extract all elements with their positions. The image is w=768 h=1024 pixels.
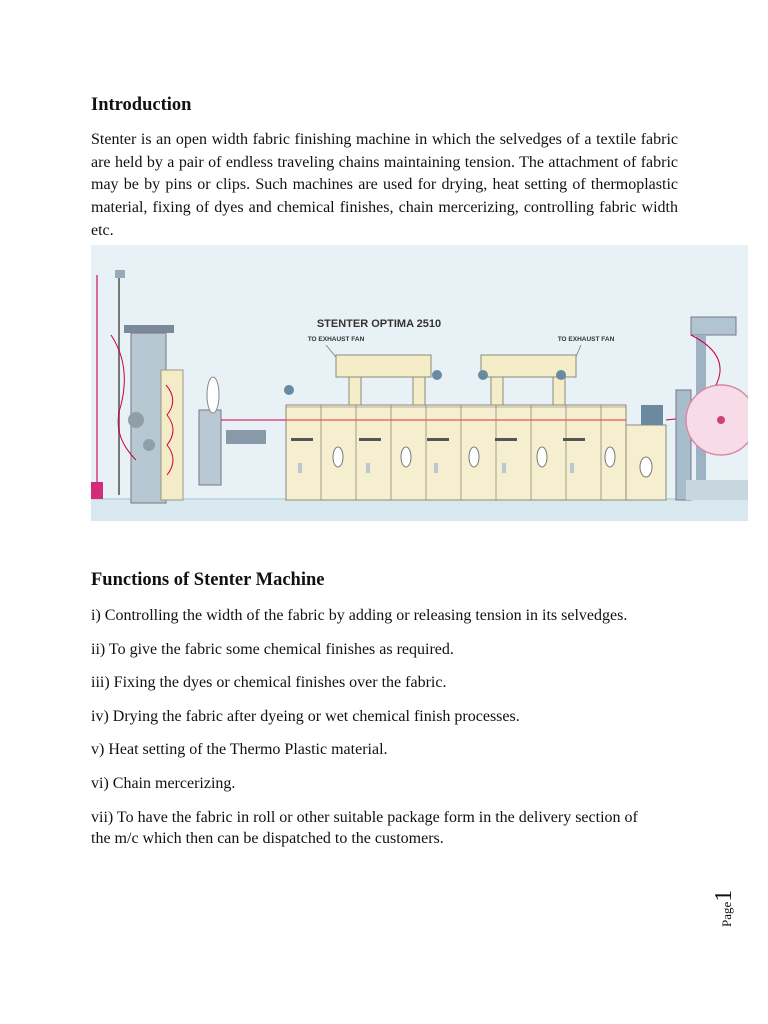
functions-heading: Functions of Stenter Machine: [91, 570, 325, 590]
machine-title: STENTER OPTIMA 2510: [316, 318, 442, 330]
list-item: v) Heat setting of the Thermo Plastic material.: [91, 741, 388, 759]
list-item: ii) To give the fabric some chemical finishes as required.: [91, 640, 454, 658]
page-number: [707, 889, 743, 965]
exhaust-label-right: TO EXHAUST FAN: [557, 336, 615, 343]
intro-paragraph: Stenter is an open width fabric finishing machine in which the selvedges of a textile fabric are held by a pair of endless traveling chains maintaining tension. The attachment of fabric may be by pins or clips. Such machines are used for drying, heat setting of thermoplastic material, fixing of dyes and chemical finishes, chain mercerizing, controlling fabric width etc.: [91, 131, 678, 239]
list-item: vii) To have the fabric in roll or other suitable package form in the delivery section of the m/c which then can be dispatched to the customers.: [91, 808, 638, 847]
page-number-value: 1: [711, 889, 737, 902]
exhaust-label-left: TO EXHAUST FAN: [307, 336, 365, 343]
list-item: vi) Chain mercerizing.: [91, 774, 236, 792]
page-label: Page: [719, 901, 734, 927]
list-item: iii) Fixing the dyes or chemical finishes over the fabric.: [91, 674, 447, 692]
stenter-machine-diagram: [91, 245, 748, 521]
list-item: iv) Drying the fabric after dyeing or wet chemical finish processes.: [91, 707, 520, 725]
intro-heading: Introduction: [91, 95, 192, 115]
list-item: i) Controlling the width of the fabric by adding or releasing tension in its selvedges.: [91, 607, 628, 624]
functions-list: [91, 605, 651, 861]
